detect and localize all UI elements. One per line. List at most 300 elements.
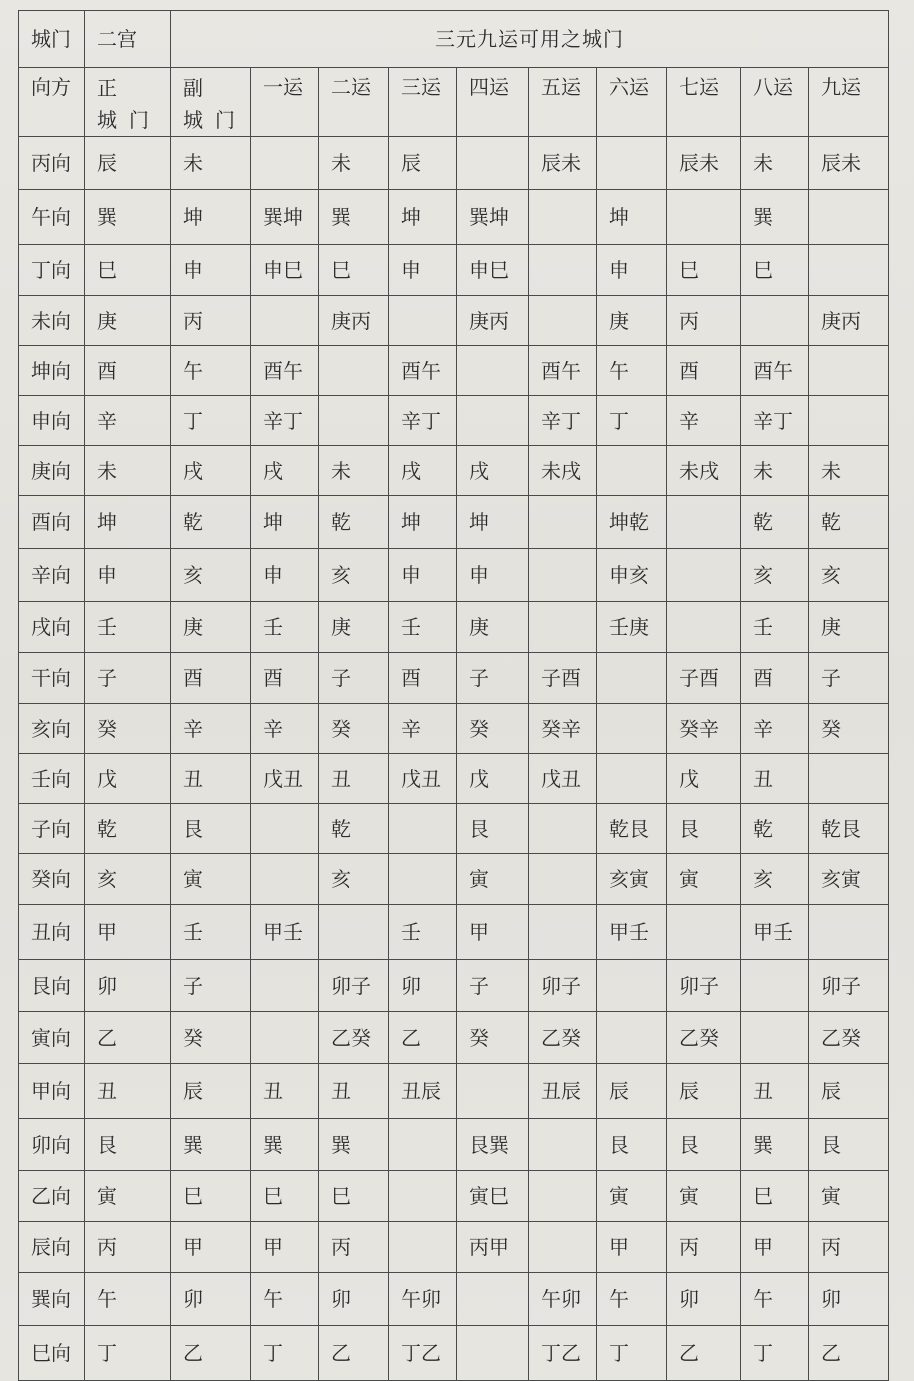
direction-cell: 甲向 — [19, 1064, 85, 1119]
yun-3-cell: 戌 — [389, 446, 457, 496]
header-palace-cell: 二宫 — [85, 11, 171, 68]
header-row-title — [19, 11, 889, 68]
yun-4-cell: 戌 — [457, 446, 529, 496]
yun-8-cell: 巳 — [741, 1171, 809, 1222]
city-gate-table — [18, 10, 889, 1381]
sub-gate-cell: 子 — [171, 960, 251, 1012]
yun-9-cell: 庚 — [809, 602, 889, 653]
yun-5-cell — [529, 549, 597, 602]
direction-cell: 子向 — [19, 804, 85, 854]
yun-8-cell: 甲 — [741, 1222, 809, 1273]
yun-1-cell: 甲壬 — [251, 905, 319, 960]
column-header-cell: 八运 — [741, 68, 809, 137]
yun-2-cell: 亥 — [319, 549, 389, 602]
yun-4-cell — [457, 1273, 529, 1326]
direction-cell: 亥向 — [19, 704, 85, 754]
yun-2-cell: 乾 — [319, 804, 389, 854]
yun-4-cell: 寅 — [457, 854, 529, 905]
yun-7-cell — [667, 905, 741, 960]
yun-9-cell: 乙癸 — [809, 1012, 889, 1064]
column-header-cell: 九运 — [809, 68, 889, 137]
yun-6-cell: 丁 — [597, 396, 667, 446]
table-row — [19, 1222, 889, 1273]
yun-7-cell: 子酉 — [667, 653, 741, 704]
yun-6-cell: 坤乾 — [597, 496, 667, 549]
yun-2-cell: 巳 — [319, 1171, 389, 1222]
yun-3-cell: 壬 — [389, 602, 457, 653]
yun-7-cell: 酉 — [667, 346, 741, 396]
yun-4-cell: 坤 — [457, 496, 529, 549]
yun-4-cell — [457, 346, 529, 396]
direction-cell: 申向 — [19, 396, 85, 446]
yun-6-cell: 乾艮 — [597, 804, 667, 854]
yun-6-cell — [597, 754, 667, 804]
yun-2-cell: 乙癸 — [319, 1012, 389, 1064]
yun-1-cell: 巽坤 — [251, 190, 319, 245]
yun-6-cell: 亥寅 — [597, 854, 667, 905]
yun-5-cell: 子酉 — [529, 653, 597, 704]
yun-5-cell — [529, 1171, 597, 1222]
yun-1-cell: 甲 — [251, 1222, 319, 1273]
direction-cell: 辛向 — [19, 549, 85, 602]
main-gate-cell: 丙 — [85, 1222, 171, 1273]
yun-3-cell — [389, 1119, 457, 1171]
yun-2-cell: 丑 — [319, 754, 389, 804]
yun-8-cell: 酉 — [741, 653, 809, 704]
yun-8-cell — [741, 1012, 809, 1064]
yun-1-cell — [251, 960, 319, 1012]
yun-8-cell — [741, 296, 809, 346]
yun-2-cell: 乙 — [319, 1326, 389, 1381]
yun-8-cell: 丑 — [741, 1064, 809, 1119]
yun-2-cell — [319, 346, 389, 396]
yun-2-cell: 子 — [319, 653, 389, 704]
direction-cell: 庚向 — [19, 446, 85, 496]
yun-5-cell — [529, 190, 597, 245]
yun-5-cell: 午卯 — [529, 1273, 597, 1326]
yun-9-cell: 辰 — [809, 1064, 889, 1119]
yun-8-cell: 亥 — [741, 549, 809, 602]
yun-9-cell: 亥寅 — [809, 854, 889, 905]
yun-4-cell: 甲 — [457, 905, 529, 960]
table-row — [19, 704, 889, 754]
yun-9-cell — [809, 190, 889, 245]
direction-cell: 艮向 — [19, 960, 85, 1012]
yun-4-cell: 艮 — [457, 804, 529, 854]
yun-4-cell — [457, 1064, 529, 1119]
yun-5-cell: 酉午 — [529, 346, 597, 396]
yun-3-cell — [389, 1171, 457, 1222]
yun-6-cell: 坤 — [597, 190, 667, 245]
yun-7-cell: 辰 — [667, 1064, 741, 1119]
yun-3-cell: 壬 — [389, 905, 457, 960]
sub-gate-cell: 乾 — [171, 496, 251, 549]
yun-6-cell: 辰 — [597, 1064, 667, 1119]
column-header-cell: 三运 — [389, 68, 457, 137]
yun-3-cell: 午卯 — [389, 1273, 457, 1326]
yun-4-cell: 癸 — [457, 1012, 529, 1064]
yun-5-cell: 丁乙 — [529, 1326, 597, 1381]
yun-3-cell — [389, 1222, 457, 1273]
yun-5-cell: 乙癸 — [529, 1012, 597, 1064]
yun-7-cell — [667, 496, 741, 549]
yun-2-cell: 亥 — [319, 854, 389, 905]
yun-6-cell: 午 — [597, 346, 667, 396]
yun-9-cell: 卯 — [809, 1273, 889, 1326]
yun-7-cell: 乙 — [667, 1326, 741, 1381]
direction-cell: 巽向 — [19, 1273, 85, 1326]
sub-gate-cell: 丁 — [171, 396, 251, 446]
yun-7-cell — [667, 190, 741, 245]
sub-gate-cell: 辰 — [171, 1064, 251, 1119]
yun-4-cell: 申巳 — [457, 245, 529, 296]
yun-7-cell: 卯 — [667, 1273, 741, 1326]
yun-3-cell: 坤 — [389, 190, 457, 245]
table-row — [19, 496, 889, 549]
yun-9-cell: 丙 — [809, 1222, 889, 1273]
yun-7-cell: 寅 — [667, 854, 741, 905]
yun-5-cell: 戊丑 — [529, 754, 597, 804]
yun-2-cell: 丙 — [319, 1222, 389, 1273]
yun-4-cell: 申 — [457, 549, 529, 602]
table-row — [19, 1326, 889, 1381]
yun-3-cell — [389, 804, 457, 854]
yun-5-cell: 丑辰 — [529, 1064, 597, 1119]
yun-8-cell: 午 — [741, 1273, 809, 1326]
yun-4-cell: 戊 — [457, 754, 529, 804]
yun-4-cell — [457, 1326, 529, 1381]
table-row — [19, 549, 889, 602]
yun-2-cell: 庚 — [319, 602, 389, 653]
direction-cell: 午向 — [19, 190, 85, 245]
yun-9-cell — [809, 396, 889, 446]
table-title-cell: 三元九运可用之城门 — [171, 11, 889, 68]
yun-7-cell: 寅 — [667, 1171, 741, 1222]
yun-5-cell — [529, 296, 597, 346]
yun-5-cell: 未戌 — [529, 446, 597, 496]
sub-gate-cell: 寅 — [171, 854, 251, 905]
yun-7-cell: 丙 — [667, 296, 741, 346]
sub-gate-cell: 巳 — [171, 1171, 251, 1222]
yun-8-cell: 丑 — [741, 754, 809, 804]
yun-4-cell: 庚丙 — [457, 296, 529, 346]
direction-cell: 酉向 — [19, 496, 85, 549]
yun-1-cell: 戊丑 — [251, 754, 319, 804]
yun-7-cell: 癸辛 — [667, 704, 741, 754]
yun-2-cell: 癸 — [319, 704, 389, 754]
sub-gate-cell: 乙 — [171, 1326, 251, 1381]
yun-8-cell: 乾 — [741, 496, 809, 549]
yun-8-cell: 丁 — [741, 1326, 809, 1381]
yun-5-cell — [529, 1119, 597, 1171]
yun-1-cell: 酉午 — [251, 346, 319, 396]
table-row — [19, 854, 889, 905]
yun-7-cell: 艮 — [667, 804, 741, 854]
yun-4-cell: 丙甲 — [457, 1222, 529, 1273]
yun-6-cell: 申 — [597, 245, 667, 296]
yun-8-cell: 乾 — [741, 804, 809, 854]
yun-8-cell: 巽 — [741, 190, 809, 245]
sub-gate-cell: 坤 — [171, 190, 251, 245]
yun-1-cell: 午 — [251, 1273, 319, 1326]
yun-2-cell: 庚丙 — [319, 296, 389, 346]
main-gate-cell: 巳 — [85, 245, 171, 296]
yun-6-cell — [597, 653, 667, 704]
main-gate-cell: 丁 — [85, 1326, 171, 1381]
yun-3-cell — [389, 296, 457, 346]
yun-8-cell: 酉午 — [741, 346, 809, 396]
yun-7-cell: 戊 — [667, 754, 741, 804]
sub-gate-cell: 戌 — [171, 446, 251, 496]
column-header-cell: 二运 — [319, 68, 389, 137]
table-row — [19, 653, 889, 704]
column-header-cell: 向方 — [19, 68, 85, 137]
table-row — [19, 804, 889, 854]
yun-6-cell — [597, 446, 667, 496]
yun-2-cell: 卯 — [319, 1273, 389, 1326]
yun-6-cell — [597, 704, 667, 754]
yun-8-cell: 甲壬 — [741, 905, 809, 960]
yun-9-cell: 卯子 — [809, 960, 889, 1012]
yun-3-cell — [389, 854, 457, 905]
yun-5-cell — [529, 804, 597, 854]
yun-7-cell: 巳 — [667, 245, 741, 296]
yun-6-cell: 艮 — [597, 1119, 667, 1171]
main-gate-cell: 申 — [85, 549, 171, 602]
yun-9-cell — [809, 754, 889, 804]
yun-3-cell: 丑辰 — [389, 1064, 457, 1119]
main-gate-cell: 卯 — [85, 960, 171, 1012]
yun-8-cell: 亥 — [741, 854, 809, 905]
yun-6-cell: 申亥 — [597, 549, 667, 602]
main-gate-cell: 戊 — [85, 754, 171, 804]
yun-9-cell: 庚丙 — [809, 296, 889, 346]
yun-2-cell — [319, 905, 389, 960]
main-gate-cell: 亥 — [85, 854, 171, 905]
direction-cell: 壬向 — [19, 754, 85, 804]
yun-1-cell: 戌 — [251, 446, 319, 496]
direction-cell: 干向 — [19, 653, 85, 704]
yun-6-cell: 寅 — [597, 1171, 667, 1222]
main-gate-cell: 辛 — [85, 396, 171, 446]
column-header-cell: 七运 — [667, 68, 741, 137]
yun-5-cell — [529, 602, 597, 653]
direction-cell: 未向 — [19, 296, 85, 346]
main-gate-cell: 庚 — [85, 296, 171, 346]
yun-4-cell: 子 — [457, 653, 529, 704]
yun-5-cell — [529, 496, 597, 549]
yun-5-cell — [529, 905, 597, 960]
yun-2-cell — [319, 396, 389, 446]
header-corner-cell: 城门 — [19, 11, 85, 68]
yun-8-cell: 辛 — [741, 704, 809, 754]
main-gate-cell: 癸 — [85, 704, 171, 754]
yun-1-cell: 辛 — [251, 704, 319, 754]
yun-8-cell: 未 — [741, 446, 809, 496]
yun-9-cell: 辰未 — [809, 137, 889, 190]
yun-5-cell — [529, 854, 597, 905]
sub-gate-cell: 申 — [171, 245, 251, 296]
table-row — [19, 446, 889, 496]
main-gate-cell: 巽 — [85, 190, 171, 245]
yun-9-cell — [809, 905, 889, 960]
yun-1-cell: 酉 — [251, 653, 319, 704]
yun-6-cell: 午 — [597, 1273, 667, 1326]
table-row — [19, 346, 889, 396]
yun-1-cell — [251, 137, 319, 190]
yun-2-cell: 卯子 — [319, 960, 389, 1012]
yun-1-cell: 坤 — [251, 496, 319, 549]
main-gate-cell: 壬 — [85, 602, 171, 653]
yun-8-cell: 辛丁 — [741, 396, 809, 446]
yun-5-cell: 癸辛 — [529, 704, 597, 754]
direction-cell: 坤向 — [19, 346, 85, 396]
yun-4-cell: 癸 — [457, 704, 529, 754]
yun-7-cell — [667, 602, 741, 653]
yun-2-cell: 乾 — [319, 496, 389, 549]
table-row — [19, 396, 889, 446]
sub-gate-cell: 午 — [171, 346, 251, 396]
yun-9-cell: 未 — [809, 446, 889, 496]
yun-1-cell: 壬 — [251, 602, 319, 653]
direction-cell: 戌向 — [19, 602, 85, 653]
yun-9-cell: 乙 — [809, 1326, 889, 1381]
yun-7-cell: 辰未 — [667, 137, 741, 190]
yun-9-cell: 乾艮 — [809, 804, 889, 854]
direction-cell: 寅向 — [19, 1012, 85, 1064]
column-header-cell: 正 城门 — [85, 68, 171, 137]
yun-8-cell — [741, 960, 809, 1012]
yun-1-cell: 申 — [251, 549, 319, 602]
yun-5-cell: 辰未 — [529, 137, 597, 190]
main-gate-cell: 寅 — [85, 1171, 171, 1222]
table-row — [19, 1012, 889, 1064]
sub-gate-cell: 壬 — [171, 905, 251, 960]
main-gate-cell: 坤 — [85, 496, 171, 549]
yun-6-cell: 甲壬 — [597, 905, 667, 960]
direction-cell: 丁向 — [19, 245, 85, 296]
sub-gate-cell: 丙 — [171, 296, 251, 346]
yun-7-cell: 卯子 — [667, 960, 741, 1012]
direction-cell: 癸向 — [19, 854, 85, 905]
table-row — [19, 1119, 889, 1171]
yun-6-cell: 壬庚 — [597, 602, 667, 653]
yun-4-cell: 巽坤 — [457, 190, 529, 245]
yun-6-cell — [597, 1012, 667, 1064]
yun-3-cell: 乙 — [389, 1012, 457, 1064]
yun-1-cell: 丁 — [251, 1326, 319, 1381]
yun-5-cell — [529, 245, 597, 296]
table-row — [19, 602, 889, 653]
yun-8-cell: 巽 — [741, 1119, 809, 1171]
table-row — [19, 296, 889, 346]
yun-9-cell: 寅 — [809, 1171, 889, 1222]
direction-cell: 乙向 — [19, 1171, 85, 1222]
main-gate-cell: 子 — [85, 653, 171, 704]
yun-4-cell: 艮巽 — [457, 1119, 529, 1171]
table-row — [19, 245, 889, 296]
main-gate-cell: 艮 — [85, 1119, 171, 1171]
yun-3-cell: 申 — [389, 245, 457, 296]
yun-1-cell: 辛丁 — [251, 396, 319, 446]
yun-5-cell: 辛丁 — [529, 396, 597, 446]
direction-cell: 丙向 — [19, 137, 85, 190]
table-row — [19, 190, 889, 245]
yun-9-cell: 乾 — [809, 496, 889, 549]
yun-5-cell — [529, 1222, 597, 1273]
table-row — [19, 754, 889, 804]
yun-9-cell: 亥 — [809, 549, 889, 602]
table-row — [19, 1064, 889, 1119]
yun-9-cell: 癸 — [809, 704, 889, 754]
yun-2-cell: 丑 — [319, 1064, 389, 1119]
main-gate-cell: 乙 — [85, 1012, 171, 1064]
yun-7-cell: 乙癸 — [667, 1012, 741, 1064]
main-gate-cell: 未 — [85, 446, 171, 496]
column-header-cell: 四运 — [457, 68, 529, 137]
sub-gate-cell: 庚 — [171, 602, 251, 653]
yun-4-cell: 子 — [457, 960, 529, 1012]
yun-6-cell — [597, 137, 667, 190]
yun-1-cell: 巽 — [251, 1119, 319, 1171]
sub-gate-cell: 未 — [171, 137, 251, 190]
table-row — [19, 1171, 889, 1222]
yun-1-cell: 申巳 — [251, 245, 319, 296]
yun-3-cell: 坤 — [389, 496, 457, 549]
yun-3-cell: 辛丁 — [389, 396, 457, 446]
table-row — [19, 1273, 889, 1326]
yun-7-cell: 丙 — [667, 1222, 741, 1273]
yun-3-cell: 卯 — [389, 960, 457, 1012]
yun-6-cell: 庚 — [597, 296, 667, 346]
column-header-cell: 一运 — [251, 68, 319, 137]
yun-8-cell: 未 — [741, 137, 809, 190]
header-row-columns — [19, 68, 889, 137]
yun-7-cell: 艮 — [667, 1119, 741, 1171]
direction-cell: 丑向 — [19, 905, 85, 960]
yun-1-cell — [251, 1012, 319, 1064]
yun-2-cell: 未 — [319, 446, 389, 496]
sub-gate-cell: 甲 — [171, 1222, 251, 1273]
direction-cell: 卯向 — [19, 1119, 85, 1171]
main-gate-cell: 丑 — [85, 1064, 171, 1119]
main-gate-cell: 酉 — [85, 346, 171, 396]
table-row — [19, 137, 889, 190]
column-header-cell: 副 城门 — [171, 68, 251, 137]
sub-gate-cell: 亥 — [171, 549, 251, 602]
yun-1-cell — [251, 804, 319, 854]
main-gate-cell: 辰 — [85, 137, 171, 190]
sub-gate-cell: 辛 — [171, 704, 251, 754]
yun-4-cell — [457, 396, 529, 446]
yun-3-cell: 戊丑 — [389, 754, 457, 804]
yun-5-cell: 卯子 — [529, 960, 597, 1012]
main-gate-cell: 午 — [85, 1273, 171, 1326]
yun-3-cell: 酉 — [389, 653, 457, 704]
direction-cell: 辰向 — [19, 1222, 85, 1273]
sub-gate-cell: 丑 — [171, 754, 251, 804]
column-header-cell: 六运 — [597, 68, 667, 137]
sub-gate-cell: 巽 — [171, 1119, 251, 1171]
column-header-cell: 五运 — [529, 68, 597, 137]
table-row — [19, 960, 889, 1012]
sub-gate-cell: 艮 — [171, 804, 251, 854]
yun-7-cell: 未戌 — [667, 446, 741, 496]
yun-8-cell: 壬 — [741, 602, 809, 653]
main-gate-cell: 甲 — [85, 905, 171, 960]
yun-8-cell: 巳 — [741, 245, 809, 296]
yun-4-cell: 寅巳 — [457, 1171, 529, 1222]
